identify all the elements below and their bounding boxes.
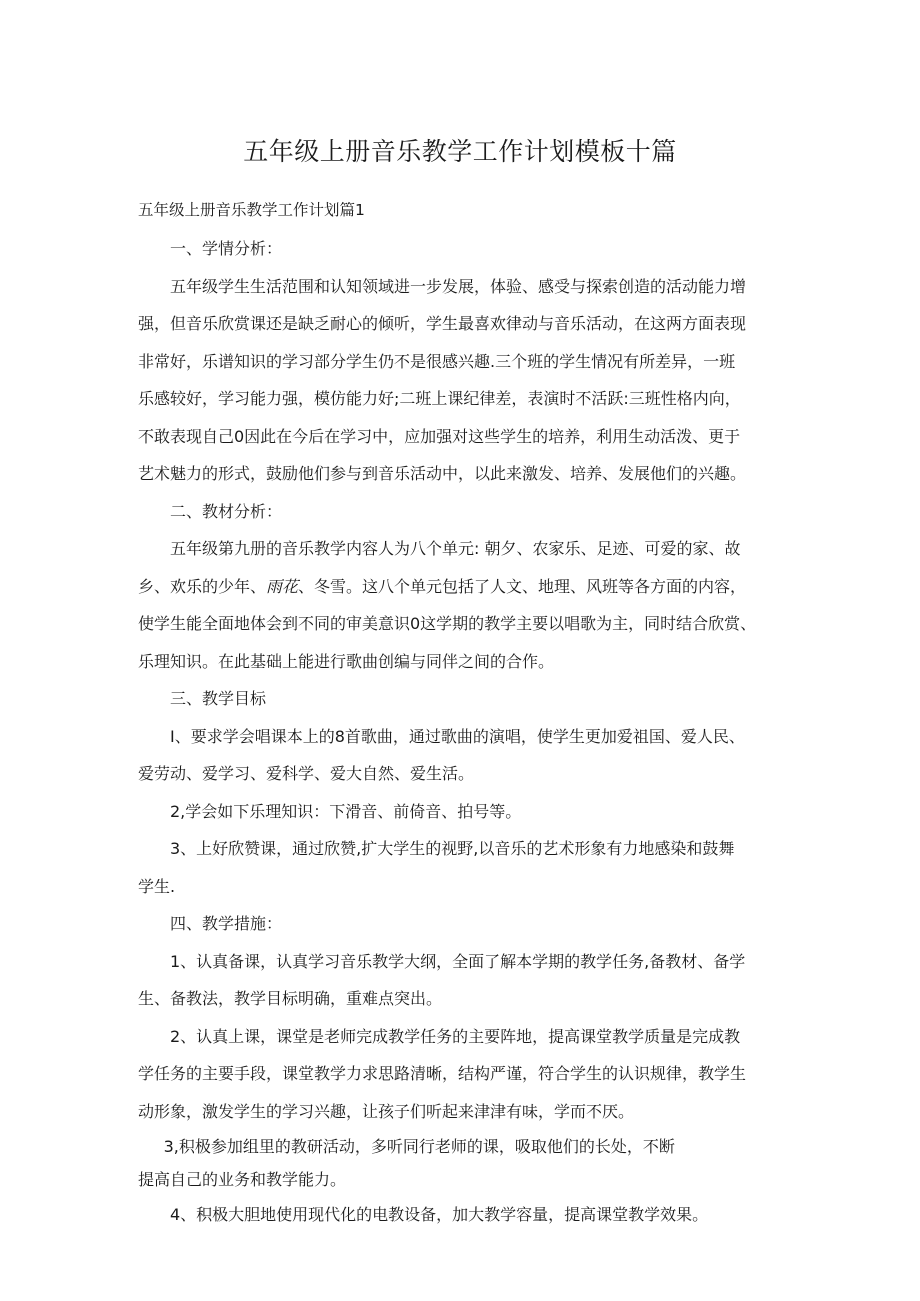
document-title: 五年级上册音乐教学工作计划模板十篇 (243, 137, 677, 166)
paragraph-line: 1、认真备课，认真学习音乐教学大纲，全面了解本学期的教学任务,备教材、备学 (170, 951, 746, 971)
section-title: 五年级上册音乐教学工作计划篇1 (138, 201, 365, 219)
paragraph-line: 五年级第九册的音乐教学内容人为八个单元: 朝夕、农家乐、足迹、可爱的家、故 (170, 539, 741, 558)
heading-material-analysis: 二、教材分析： (170, 501, 283, 521)
heading-teaching-measures: 四、教学措施： (170, 914, 283, 933)
paragraph-line: 2、认真上课，课堂是老师完成教学任务的主要阵地，提高课堂教学质量是完成教 (170, 1026, 741, 1046)
paragraph-line: 动形象，激发学生的学习兴趣，让孩子们听起来津津有味，学而不厌。 (138, 1101, 635, 1121)
paragraph-line (138, 568, 782, 606)
paragraph-line: 艺术魅力的形式，鼓励他们参与到音乐活动中，以此来激发、培养、发展他们的兴趣。 (138, 464, 747, 483)
goal-item-3 (138, 830, 782, 905)
paragraph-line: 爱劳动、爱学习、爱科学、爱大自然、爱生活。 (138, 764, 475, 783)
paragraph-line: I、要求学会唱课本上的8首歌曲，通过歌曲的演唱，使学生更加爱祖国、爱人民、 (170, 726, 745, 746)
paragraph-line: 使学生能全面地体会到不同的审美意识0这学期的教学主要以唱歌为主，同时结合欣赏、 (138, 614, 757, 633)
paragraph-line: 学任务的主要手段，课堂教学力求思路清晰，结构严谨，符合学生的认识规律，教学生 (138, 1064, 747, 1083)
paragraph-line: 3,积极参加组里的教研活动，多听同行老师的课，吸取他们的长处，不断 (163, 1137, 675, 1156)
paragraph-line: 3、上好欣赞课，通过欣赞,扩大学生的视野,以音乐的艺术形象有力地感染和鼓舞 (170, 839, 735, 858)
heading-teaching-goals: 三、教学目标 (170, 689, 267, 708)
goal-item-2: 2,学会如下乐理知识：下滑音、前倚音、拍号等。 (170, 801, 522, 821)
text-run: 、冬雪。这八个单元包括了人文、地理、风班等各方面的内容， (298, 576, 747, 596)
paragraph-line: 提高自己的业务和教学能力。 (138, 1170, 347, 1189)
italic-text-run: 雨花 (266, 576, 299, 596)
measure-item-4: 4、积极大胆地使用现代化的电教设备，加大教学容量，提高课堂教学效果。 (170, 1205, 709, 1224)
heading-student-analysis: 一、学情分析： (170, 239, 283, 258)
paragraph-line: 生、备教法，教学目标明确，重难点突出。 (138, 989, 443, 1008)
paragraph-material-analysis (138, 530, 782, 680)
goal-item-1 (138, 718, 782, 793)
paragraph-student-analysis (138, 268, 782, 493)
measure-item-2 (138, 1018, 782, 1131)
paragraph-line: 不敢表现自己0因此在今后在学习中，应加强对这些学生的培养，利用生动活泼、更于 (138, 426, 741, 446)
paragraph-line: 乐感较好，学习能力强，模仿能力好;二班上课纪律差，表演时不活跃:三班性格内向， (138, 389, 741, 408)
paragraph-line: 非常好，乐谱知识的学习部分学生仍不是很感兴趣.三个班的学生情况有所差异，一班 (138, 351, 736, 371)
paragraph-line: 强，但音乐欣赏课还是缺乏耐心的倾听，学生最喜欢律动与音乐活动，在这两方面表现 (138, 314, 747, 333)
measure-item-1 (138, 943, 782, 1018)
paragraph-line: 五年级学生生活范围和认知领域进一步发展，体验、感受与探索创造的活动能力增 (170, 276, 747, 296)
text-run: 乡、欢乐的少年、 (138, 576, 267, 596)
paragraph-line: 学生. (138, 876, 176, 896)
paragraph-line: 乐理知识。在此基础上能进行歌曲创编与同伴之间的合作。 (138, 651, 555, 671)
measure-item-3 (138, 1130, 782, 1196)
